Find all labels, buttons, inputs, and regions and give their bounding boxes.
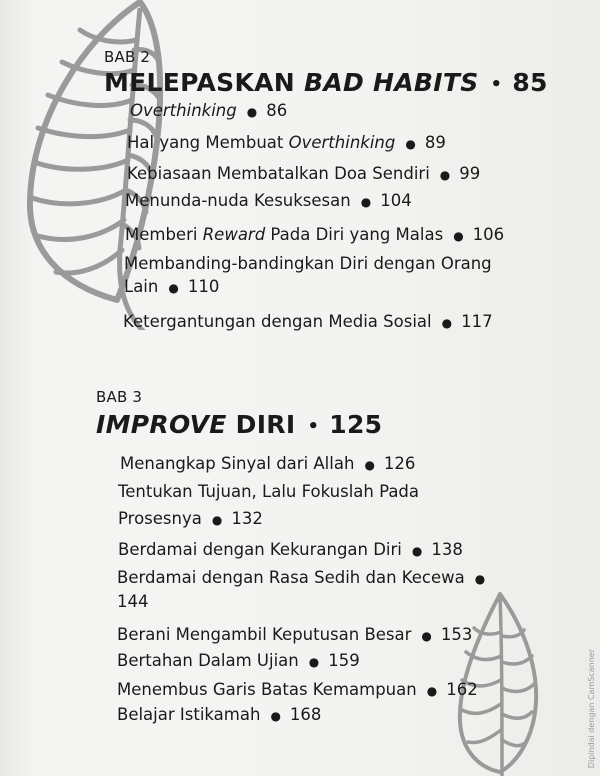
toc-entry-continued[interactable] bbox=[118, 509, 263, 528]
entry-italic: Overthinking bbox=[288, 133, 396, 152]
entry-page: 144 bbox=[117, 592, 149, 611]
bab-2-label: BAB 2 bbox=[104, 48, 151, 66]
entry-page: 106 bbox=[472, 225, 505, 244]
bullet-dot: ● bbox=[211, 512, 223, 527]
entry-page: 117 bbox=[461, 312, 493, 331]
toc-entry[interactable] bbox=[118, 482, 419, 501]
scanner-watermark: Dipindai dengan CamScanner bbox=[587, 648, 596, 768]
toc-entry[interactable] bbox=[127, 133, 446, 152]
entry-text: Prosesnya bbox=[118, 509, 202, 528]
entry-text: Membanding-bandingkan Diri dengan Orang bbox=[124, 254, 492, 273]
bab-2-page: 85 bbox=[512, 68, 548, 97]
bab-2-title[interactable] bbox=[104, 68, 548, 97]
toc-entry[interactable] bbox=[124, 254, 492, 273]
toc-entry[interactable] bbox=[118, 540, 463, 559]
bullet-dot: ● bbox=[270, 708, 281, 723]
entry-text: Hal yang Membuat bbox=[127, 133, 289, 152]
entry-text: Pada Diri yang Malas bbox=[265, 225, 444, 244]
entry-text: Tentukan Tujuan, Lalu Fokuslah Pada bbox=[118, 482, 420, 501]
bullet-dot: ● bbox=[474, 571, 486, 586]
toc-entry-continued[interactable] bbox=[124, 277, 219, 296]
bullet-dot: ● bbox=[246, 104, 258, 119]
entry-page: 132 bbox=[231, 509, 263, 528]
toc-entry[interactable] bbox=[123, 312, 493, 331]
toc-entry-continued[interactable] bbox=[117, 592, 149, 611]
entry-text: Menangkap Sinyal dari Allah bbox=[120, 454, 355, 473]
bullet-dot: ● bbox=[364, 457, 375, 472]
bullet-dot: ● bbox=[421, 628, 432, 643]
bullet-dot: • bbox=[490, 73, 503, 95]
bab-3-label: BAB 3 bbox=[96, 388, 143, 406]
entry-text: Kebiasaan Membatalkan Doa Sendiri bbox=[127, 164, 430, 183]
entry-text: Ketergantungan dengan Media Sosial bbox=[123, 312, 432, 331]
entry-page: 159 bbox=[328, 651, 360, 670]
toc-entry[interactable] bbox=[125, 191, 412, 210]
bullet-dot: ● bbox=[441, 315, 453, 330]
entry-page: 138 bbox=[431, 540, 463, 559]
toc-entry[interactable] bbox=[117, 625, 472, 644]
entry-text: Berdamai dengan Rasa Sedih dan Kecewa bbox=[117, 568, 465, 587]
entry-text: Lain bbox=[124, 277, 159, 296]
toc-entry[interactable] bbox=[120, 454, 415, 473]
entry-page: 126 bbox=[383, 454, 416, 473]
bullet-dot: ● bbox=[360, 194, 372, 209]
entry-page: 162 bbox=[446, 680, 478, 699]
bullet-dot: ● bbox=[453, 228, 464, 243]
toc-entry[interactable] bbox=[117, 568, 494, 587]
bullet-dot: ● bbox=[411, 543, 423, 558]
entry-page: 86 bbox=[266, 101, 288, 120]
toc-entry[interactable] bbox=[117, 705, 321, 724]
entry-text: Berdamai dengan Kekurangan Diri bbox=[118, 540, 402, 559]
toc-entry[interactable] bbox=[125, 225, 504, 244]
bab-2-title-plain: MELEPASKAN bbox=[104, 68, 304, 97]
bullet-dot: ● bbox=[426, 683, 438, 698]
bab-3-page: 125 bbox=[329, 410, 383, 439]
entry-text: Menembus Garis Batas Kemampuan bbox=[117, 680, 417, 699]
toc-entry[interactable] bbox=[117, 680, 478, 699]
entry-page: 89 bbox=[424, 133, 446, 152]
entry-italic: Overthinking bbox=[130, 101, 237, 120]
bullet-dot: ● bbox=[308, 654, 320, 669]
entry-text: Bertahan Dalam Ujian bbox=[117, 651, 299, 670]
entry-page: 168 bbox=[289, 705, 322, 724]
entry-page: 110 bbox=[187, 277, 220, 296]
entry-italic: Reward bbox=[202, 225, 266, 244]
entry-text: Menunda-nuda Kesuksesan bbox=[125, 191, 351, 210]
entry-page: 99 bbox=[459, 164, 481, 183]
entry-text: Berani Mengambil Keputusan Besar bbox=[117, 625, 412, 644]
bab-2-title-italic: BAD HABITS bbox=[304, 68, 479, 97]
entry-text: Memberi bbox=[125, 225, 203, 244]
bullet-dot: ● bbox=[168, 280, 179, 295]
bab-3-title-plain: DIRI bbox=[226, 410, 296, 439]
toc-entry[interactable] bbox=[127, 164, 480, 183]
entry-page: 104 bbox=[380, 191, 412, 210]
bullet-dot: • bbox=[307, 415, 320, 437]
bab-3-title-italic: IMPROVE bbox=[96, 410, 227, 439]
toc-entry[interactable] bbox=[117, 651, 360, 670]
toc-entry[interactable] bbox=[130, 101, 287, 120]
bullet-dot: ● bbox=[439, 167, 451, 182]
bullet-dot: ● bbox=[405, 136, 416, 151]
entry-page: 153 bbox=[440, 625, 473, 644]
bab-3-title[interactable] bbox=[96, 410, 382, 439]
entry-text: Belajar Istikamah bbox=[117, 705, 261, 724]
